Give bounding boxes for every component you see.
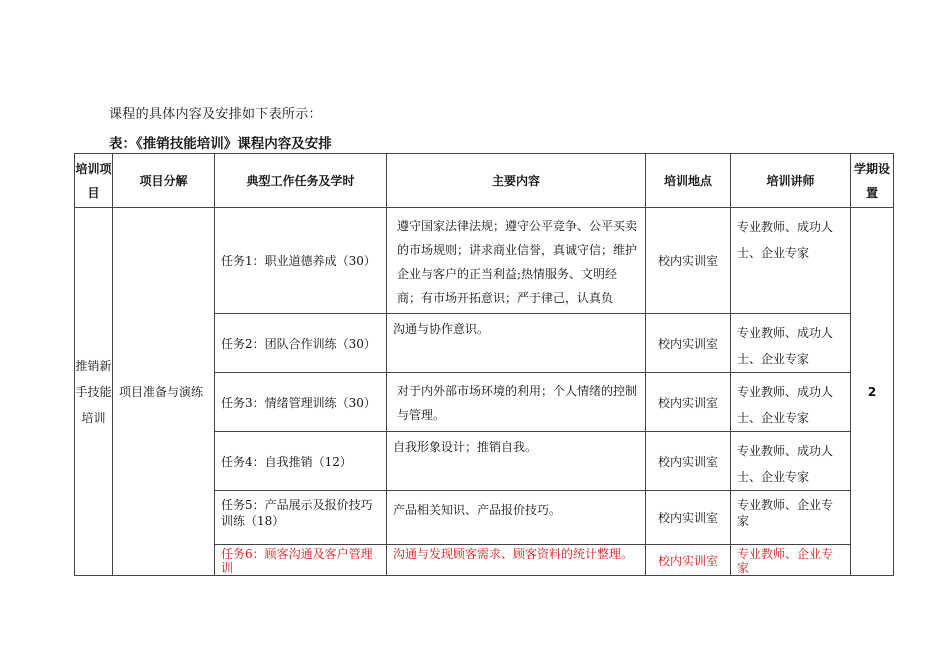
content-cell: 产品相关知识、产品报价技巧。 <box>387 491 646 545</box>
task-cell: 任务6：顾客沟通及客户管理训 <box>215 545 387 576</box>
task-cell: 任务2：团队合作训练（30） <box>215 314 387 373</box>
content-cell: 沟通与发现顾客需求、顾客资料的统计整理。 <box>387 545 646 576</box>
content-cell: 自我形象设计；推销自我。 <box>387 432 646 491</box>
lecturer-cell: 专业教师、成功人士、企业专家 <box>731 432 851 491</box>
lecturer-cell: 专业教师、企业专家 <box>731 545 851 576</box>
lecturer-cell: 专业教师、成功人士、企业专家 <box>731 208 851 314</box>
task-cell: 任务1：职业道德养成（30） <box>215 208 387 314</box>
breakdown-cell: 项目准备与演练 <box>113 208 215 576</box>
task-cell: 任务4：自我推销（12） <box>215 432 387 491</box>
semester-cell: 2 <box>851 208 894 576</box>
location-cell: 校内实训室 <box>646 491 731 545</box>
lecturer-cell: 专业教师、企业专家 <box>731 491 851 545</box>
header-content: 主要内容 <box>387 154 646 208</box>
content-cell: 遵守国家法律法规；遵守公平竞争、公平买卖的市场规则；讲求商业信誉，真诚守信；维护企业与客户的正当利益;热情服务、文明经商；有市场开拓意识；严于律己，认真负 <box>387 208 646 314</box>
location-cell: 校内实训室 <box>646 314 731 373</box>
intro-text: 课程的具体内容及安排如下表所示： <box>109 107 322 122</box>
content-cell: 沟通与协作意识。 <box>387 314 646 373</box>
lecturer-cell: 专业教师、成功人士、企业专家 <box>731 314 851 373</box>
table-row <box>75 208 894 314</box>
header-lecturer: 培训讲师 <box>731 154 851 208</box>
location-cell: 校内实训室 <box>646 373 731 432</box>
location-cell: 校内实训室 <box>646 208 731 314</box>
header-semester: 学期设置 <box>851 154 894 208</box>
header-breakdown: 项目分解 <box>113 154 215 208</box>
task-cell: 任务3：情绪管理训练（30） <box>215 373 387 432</box>
course-table <box>74 153 894 576</box>
header-task: 典型工作任务及学时 <box>215 154 387 208</box>
location-cell: 校内实训室 <box>646 432 731 491</box>
task-cell: 任务5：产品展示及报价技巧训练（18） <box>215 491 387 545</box>
table-caption: 表：《推销技能培训》课程内容及安排 <box>109 136 332 152</box>
header-project: 培训项目 <box>75 154 113 208</box>
category-cell: 推销新手技能培训 <box>75 208 113 576</box>
header-location: 培训地点 <box>646 154 731 208</box>
content-cell: 对于内外部市场环境的利用；个人情绪的控制与管理。 <box>387 373 646 432</box>
lecturer-cell: 专业教师、成功人士、企业专家 <box>731 373 851 432</box>
location-cell: 校内实训室 <box>646 545 731 576</box>
header-row <box>75 154 894 208</box>
